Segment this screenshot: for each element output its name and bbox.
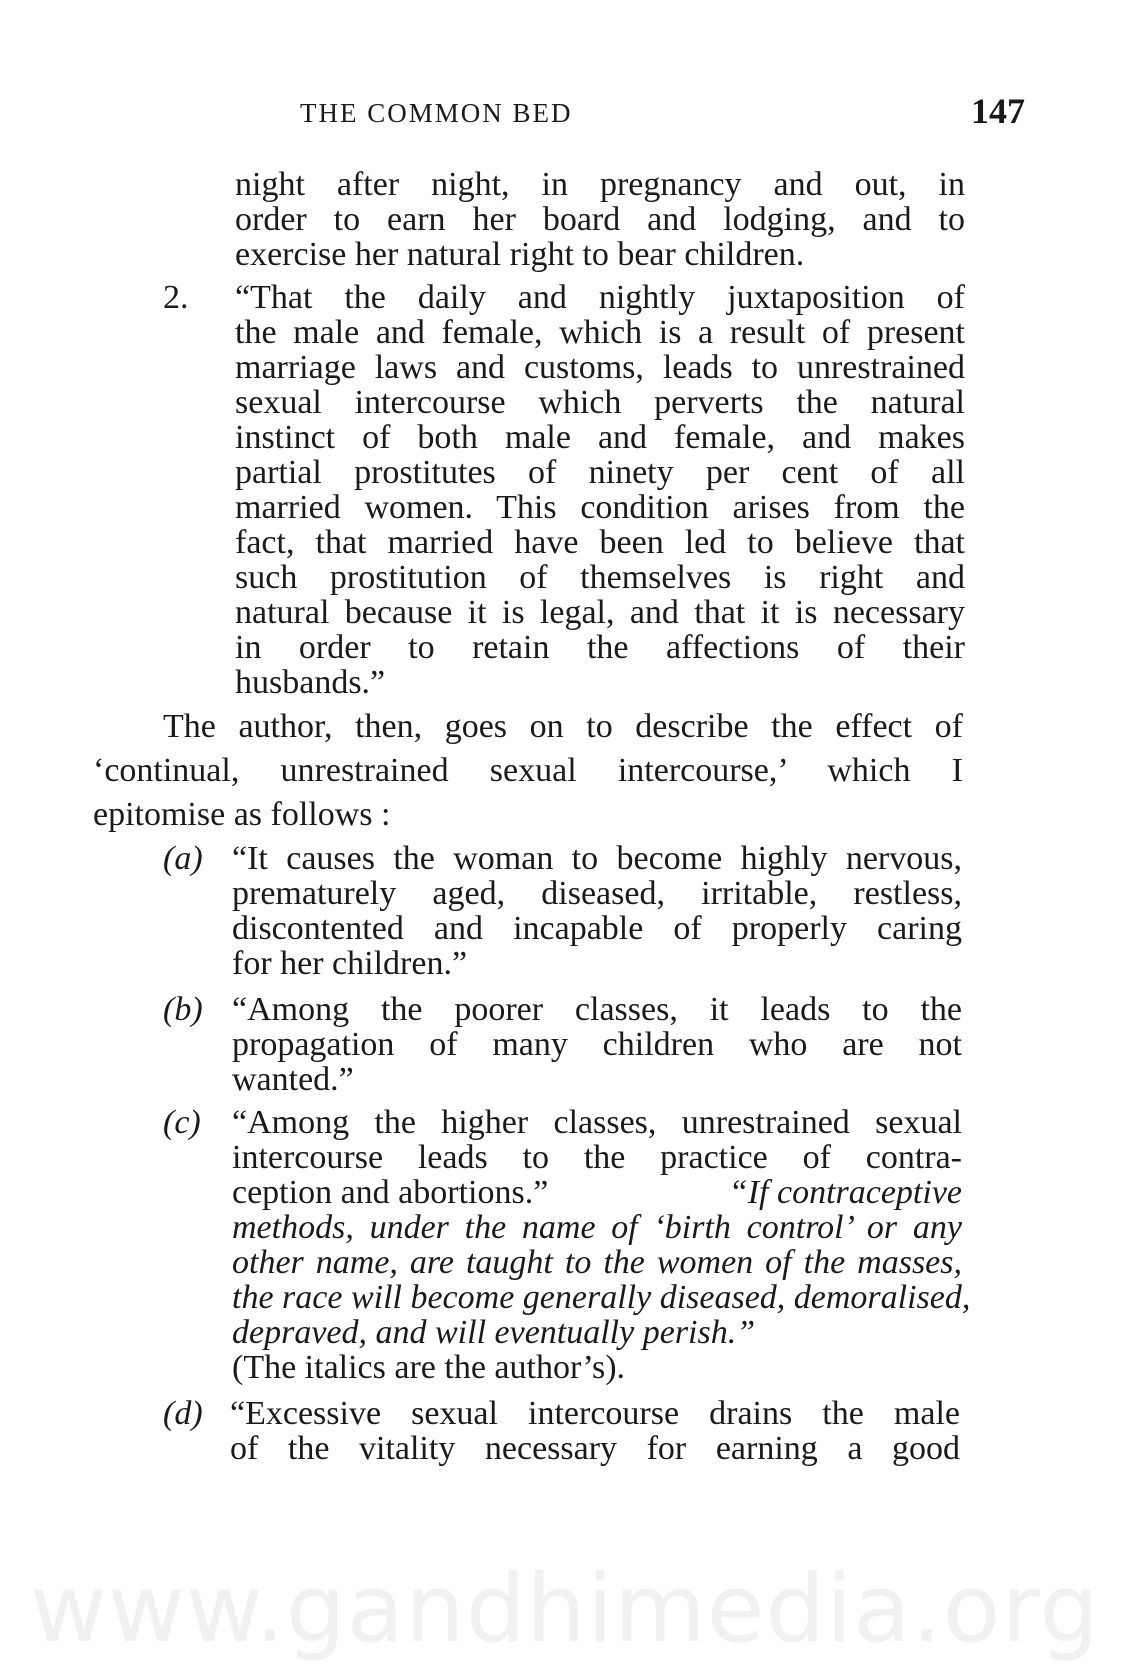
text-line: in order to retain the affections of their	[235, 629, 965, 666]
text-line: sexual intercourse which perverts the natural	[235, 384, 965, 421]
text-line: intercourse leads to the practice of contra-	[232, 1139, 962, 1176]
text-span: ception and abortions.”	[232, 1174, 549, 1211]
text-line: “Among the poorer classes, it leads to the	[232, 991, 962, 1028]
italic-line: other name, are taught to the women of the masses,	[232, 1244, 962, 1281]
page-number: 147	[971, 91, 1025, 131]
text-line: night after night, in pregnancy and out, in	[235, 166, 965, 203]
text-line: “That the daily and nightly juxtaposition of	[235, 279, 965, 316]
text-line: wanted.”	[232, 1061, 354, 1098]
text-line: exercise her natural right to bear children.	[235, 236, 805, 273]
text-line: of the vitality necessary for earning a good	[230, 1430, 960, 1467]
italic-line: depraved, and will eventually perish.”	[232, 1314, 756, 1351]
text-line: “It causes the woman to become highly nervous,	[232, 840, 962, 877]
text-line: order to earn her board and lodging, and to	[235, 201, 965, 238]
text-line: married women. This condition arises from the	[235, 489, 965, 526]
running-title: THE COMMON BED	[300, 98, 573, 128]
text-line: discontented and incapable of properly caring	[232, 910, 962, 947]
text-line: instinct of both male and female, and makes	[235, 419, 965, 456]
item-number: 2.	[163, 279, 189, 316]
text-line: ‘continual, unrestrained sexual intercourse,’ which I	[93, 752, 963, 789]
italic-span: “If contraceptive	[728, 1174, 962, 1211]
text-line: such prostitution of themselves is right and	[235, 559, 965, 596]
text-line: for her children.”	[232, 945, 468, 982]
text-line: “Among the higher classes, unrestrained sexual	[232, 1104, 962, 1141]
item-label: (b)	[163, 991, 203, 1028]
text-line: fact, that married have been led to believe that	[235, 524, 965, 561]
text-line: (The italics are the author’s).	[232, 1349, 626, 1386]
watermark: www.gandhimedia.org	[30, 1555, 1100, 1664]
text-line: marriage laws and customs, leads to unrestrained	[235, 349, 965, 386]
italic-line: the race will become generally diseased, demoralised,	[232, 1279, 971, 1316]
text-line: epitomise as follows :	[93, 796, 391, 833]
item-label: (c)	[163, 1104, 201, 1141]
text-line: prematurely aged, diseased, irritable, restless,	[232, 875, 962, 912]
text-line: “Excessive sexual intercourse drains the male	[230, 1395, 960, 1432]
text-line: husbands.”	[235, 664, 386, 701]
item-label: (d)	[163, 1395, 203, 1432]
text-line: The author, then, goes on to describe the effect of	[163, 708, 963, 745]
text-line: partial prostitutes of ninety per cent of all	[235, 454, 965, 491]
text-line: propagation of many children who are not	[232, 1026, 962, 1063]
text-line: the male and female, which is a result of present	[235, 314, 965, 351]
text-line: natural because it is legal, and that it is necessary	[235, 594, 965, 631]
item-label: (a)	[163, 840, 203, 877]
mixed-line	[232, 1174, 962, 1212]
italic-line: methods, under the name of ‘birth control’ or any	[232, 1209, 962, 1246]
